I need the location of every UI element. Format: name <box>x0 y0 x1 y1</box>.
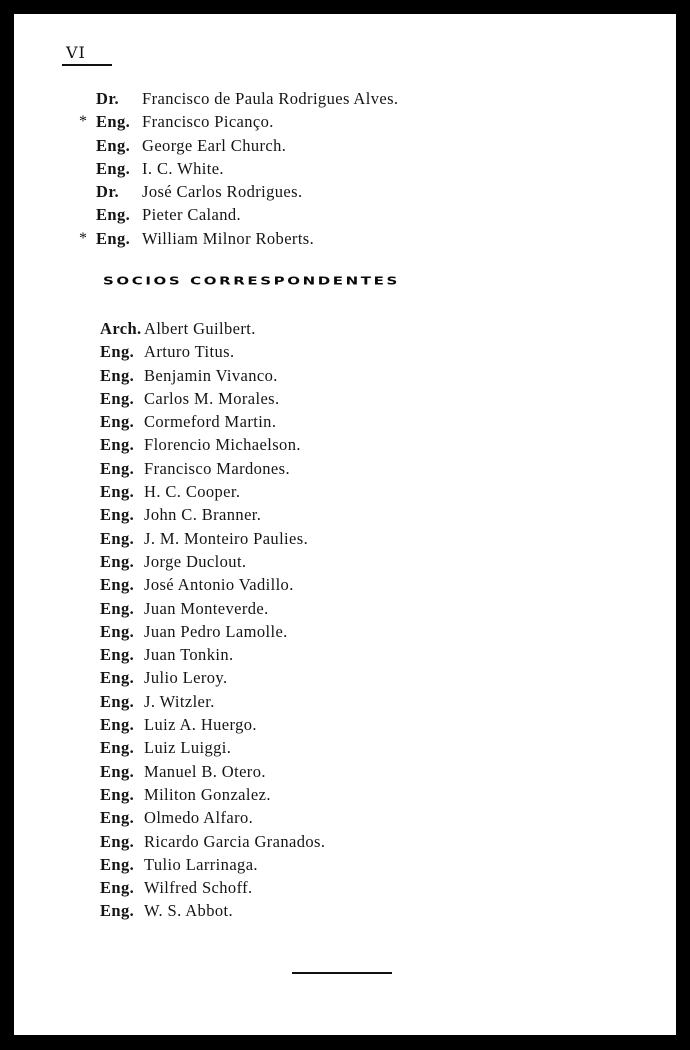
closing-rule <box>292 972 392 974</box>
list-item <box>100 317 325 340</box>
member-title: Eng. <box>100 598 135 618</box>
list-item <box>100 433 325 456</box>
member-title: Eng. <box>100 901 135 921</box>
member-title: Eng. <box>100 854 135 874</box>
member-name: Manuel B. Otero. <box>144 761 266 781</box>
list-item <box>96 87 398 110</box>
list-item <box>100 410 325 433</box>
member-name: Francisco Mardones. <box>144 458 290 478</box>
member-name: Luiz Luiggi. <box>144 738 232 758</box>
list-item <box>96 134 398 157</box>
list-item <box>79 110 398 133</box>
member-title: Eng. <box>100 878 135 898</box>
member-title: Eng. <box>100 831 135 851</box>
member-name: José Antonio Vadillo. <box>144 575 294 595</box>
member-name: John C. Branner. <box>144 505 262 525</box>
member-name: José Carlos Rodrigues. <box>142 182 303 202</box>
member-name: Cormeford Martin. <box>144 412 277 432</box>
member-name: J. M. Monteiro Paulies. <box>144 528 309 548</box>
list-item <box>100 853 325 876</box>
member-name: Arturo Titus. <box>144 342 235 362</box>
member-name: Juan Pedro Lamolle. <box>144 621 288 641</box>
member-title: Eng. <box>100 691 135 711</box>
member-name: Julio Leroy. <box>144 668 228 688</box>
list-item <box>96 203 398 226</box>
list-item <box>96 180 398 203</box>
member-name: H. C. Cooper. <box>144 482 241 502</box>
member-title: Eng. <box>100 645 135 665</box>
deceased-marker: * <box>79 113 88 131</box>
list-item <box>100 364 325 387</box>
member-name: Francisco de Paula Rodrigues Alves. <box>142 89 399 108</box>
member-name: Juan Tonkin. <box>144 645 234 665</box>
member-title: Eng. <box>100 528 135 548</box>
list-item <box>100 713 325 736</box>
member-name: Carlos M. Morales. <box>144 388 280 408</box>
member-name: William Milnor Roberts. <box>142 228 315 248</box>
member-name: Luiz A. Huergo. <box>144 715 257 735</box>
member-name: I. C. White. <box>142 158 224 178</box>
member-title: Eng. <box>100 458 135 478</box>
list-item <box>100 666 325 689</box>
member-name: Florencio Michaelson. <box>144 435 301 455</box>
correspondent-members-list <box>100 317 325 923</box>
section-title: SOCIOS CORRESPONDENTES <box>103 274 400 288</box>
list-item <box>79 227 398 250</box>
list-item <box>100 527 325 550</box>
list-item <box>100 806 325 829</box>
list-item <box>100 690 325 713</box>
list-item <box>100 457 325 480</box>
member-title: Eng. <box>100 388 135 408</box>
document-page <box>14 14 676 1035</box>
member-title: Eng. <box>100 784 135 804</box>
list-item <box>100 503 325 526</box>
page-number-underline <box>62 64 112 66</box>
member-title: Eng. <box>100 342 135 362</box>
page-number: VI <box>66 43 86 62</box>
member-name: Wilfred Schoff. <box>144 878 253 898</box>
list-item <box>100 899 325 922</box>
member-name: Francisco Picanço. <box>142 112 274 132</box>
list-item <box>100 643 325 666</box>
member-title: Eng. <box>96 135 131 155</box>
member-name: Juan Monteverde. <box>144 598 269 618</box>
member-name: J. Witzler. <box>144 691 215 711</box>
member-title: Eng. <box>100 668 135 688</box>
list-item <box>100 340 325 363</box>
member-name: Militon Gonzalez. <box>144 784 271 804</box>
member-name: Tulio Larrinaga. <box>144 854 258 874</box>
list-item <box>100 573 325 596</box>
member-title: Eng. <box>100 808 135 828</box>
member-title: Eng. <box>100 738 135 758</box>
honorary-members-list <box>79 87 399 250</box>
list-item <box>100 550 325 573</box>
member-name: Jorge Duclout. <box>144 551 247 571</box>
list-item <box>100 480 325 503</box>
member-title: Eng. <box>100 761 135 781</box>
list-item <box>96 157 398 180</box>
member-name: Pieter Caland. <box>142 205 242 225</box>
member-title: Eng. <box>100 505 135 525</box>
member-title: Dr. <box>96 89 120 108</box>
member-title: Eng. <box>96 228 131 248</box>
member-title: Eng. <box>100 365 135 385</box>
member-name: George Earl Church. <box>142 135 287 155</box>
member-title: Eng. <box>100 715 135 735</box>
member-title: Arch. <box>100 319 142 338</box>
member-title: Eng. <box>100 412 135 432</box>
list-item <box>100 830 325 853</box>
member-title: Eng. <box>100 551 135 571</box>
list-item <box>100 597 325 620</box>
member-title: Dr. <box>96 182 120 202</box>
member-title: Eng. <box>96 158 131 178</box>
list-item <box>100 387 325 410</box>
deceased-marker: * <box>79 229 88 247</box>
member-title: Eng. <box>100 621 135 641</box>
member-name: Olmedo Alfaro. <box>144 808 254 828</box>
member-title: Eng. <box>96 205 131 225</box>
list-item <box>100 760 325 783</box>
member-name: Benjamin Vivanco. <box>144 365 278 385</box>
member-name: Albert Guilbert. <box>144 319 256 338</box>
member-title: Eng. <box>100 482 135 502</box>
list-item <box>100 876 325 899</box>
member-title: Eng. <box>100 435 135 455</box>
member-title: Eng. <box>96 112 131 132</box>
member-name: W. S. Abbot. <box>144 901 233 921</box>
member-title: Eng. <box>100 575 135 595</box>
member-name: Ricardo Garcia Granados. <box>144 831 326 851</box>
list-item <box>100 620 325 643</box>
list-item <box>100 783 325 806</box>
list-item <box>100 736 325 759</box>
